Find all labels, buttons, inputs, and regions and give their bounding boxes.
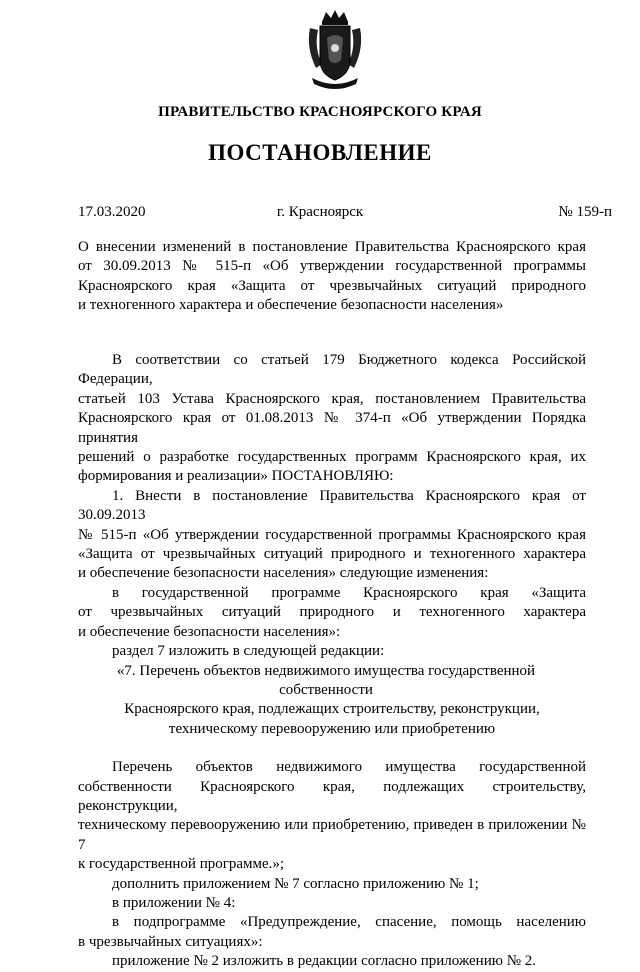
preamble-line: статьей 103 Устава Красноярского края, постановлением Правительства — [78, 390, 586, 407]
list-item: приложение № 2 изложить в редакции согласно приложению № 2. — [112, 953, 537, 970]
section-text-line: техническому перевооружению или приобретению, приведен в приложении № 7 — [78, 817, 586, 853]
section-heading-line: Красноярского края, подлежащих строительству, реконструкции, — [124, 701, 540, 718]
list-item: дополнить приложением № 7 согласно приложению № 1; — [112, 875, 479, 892]
item1-line: 1. Внести в постановление Правительства Красноярского края от 30.09.2013 — [78, 487, 586, 524]
title-line: Красноярского края «Защита от чрезвычайных ситуаций природного — [78, 277, 586, 294]
list-item: в чрезвычайных ситуациях»: — [78, 933, 263, 950]
item1-line: и обеспечение безопасности населения» следующие изменения: — [78, 565, 489, 582]
preamble-line: формирования и реализации» ПОСТАНОВЛЯЮ: — [78, 468, 394, 485]
section-intro: раздел 7 изложить в следующей редакции: — [112, 643, 385, 660]
krasnoyarsk-coat-of-arms-icon — [304, 8, 366, 90]
section-heading-line: техническому перевооружению или приобретению — [168, 720, 496, 737]
organization-name: ПРАВИТЕЛЬСТВО КРАСНОЯРСКОГО КРАЯ — [158, 104, 482, 120]
item1-line: № 515-п «Об утверждении государственной программы Красноярского края — [78, 526, 586, 543]
title-line: О внесении изменений в постановление Правительства Красноярского края — [78, 239, 586, 255]
document-title — [78, 238, 586, 316]
list-item: в приложении № 4: — [112, 894, 236, 911]
document-number: № 159-п — [558, 204, 612, 220]
preamble-line: Красноярского края от 01.08.2013 № 374-п «Об утверждении Порядка принятия — [78, 410, 586, 446]
document-type: ПОСТАНОВЛЕНИЕ — [208, 140, 432, 165]
section-text-line: Перечень объектов недвижимого имущества государственной — [112, 759, 586, 776]
section-text-line: к государственной программе.»; — [78, 856, 285, 873]
preamble-line: В соответствии со статьей 179 Бюджетного кодекса Российской Федерации, — [78, 352, 586, 388]
list-item: в подпрограмме «Предупреждение, спасение, помощь населению — [112, 914, 586, 931]
title-line: и техногенного характера и обеспечение безопасности населения» — [78, 297, 504, 314]
document-body — [78, 351, 586, 972]
item1-sub-line: от чрезвычайных ситуаций природного и техногенного характера — [78, 604, 586, 621]
item1-sub-line: и обеспечение безопасности населения»: — [78, 623, 341, 640]
title-line: от 30.09.2013 № 515-п «Об утверждении государственной программы — [78, 258, 586, 275]
section-heading-line: «7. Перечень объектов недвижимого имущества государственной собственности — [116, 662, 536, 698]
item1-line: «Защита от чрезвычайных ситуаций природного и техногенного характера — [78, 546, 586, 563]
document-date: 17.03.2020 — [78, 204, 146, 220]
item1-sub-line: в государственной программе Красноярского края «Защита — [112, 584, 586, 601]
section-text-line: собственности Красноярского края, подлежащих строительству, реконструкции, — [78, 778, 586, 814]
preamble-line: решений о разработке государственных программ Красноярского края, их — [78, 449, 586, 466]
document-city: г. Красноярск — [276, 204, 364, 220]
